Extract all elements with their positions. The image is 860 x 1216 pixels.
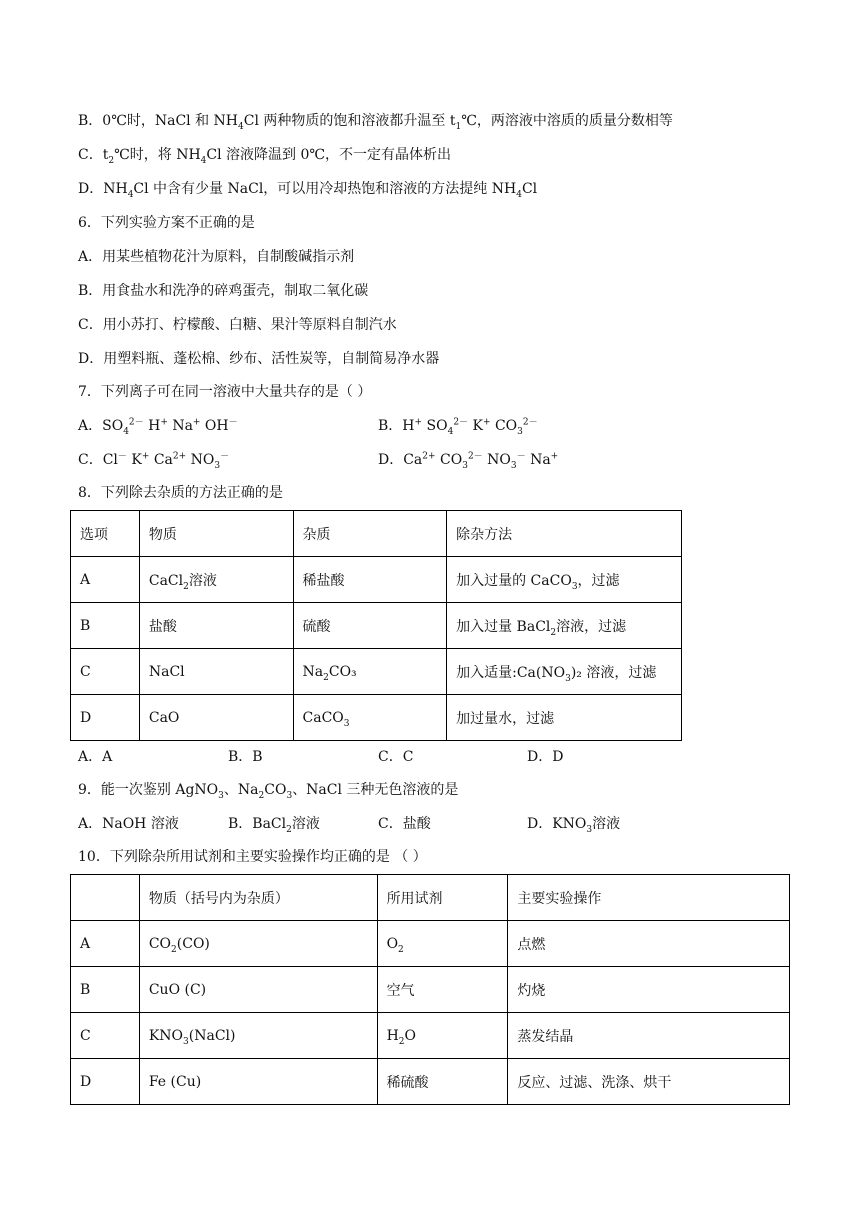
table-cell: 加过量水，过滤 (447, 695, 682, 741)
table-cell: D (71, 1059, 140, 1105)
q7-stem: 7．下列离子可在同一溶液中大量共存的是（ ） (78, 384, 372, 400)
table-header-row (71, 511, 682, 557)
table-row (71, 921, 790, 967)
table-cell: $H_2O$ (377, 1013, 508, 1059)
table-cell: CaCO$_3$ (293, 695, 447, 741)
q9-option-d: D．$KNO_3$溶液 (527, 816, 621, 835)
table-cell: A (71, 557, 140, 603)
table-row (71, 1059, 790, 1105)
table-cell: 反应、过滤、洗涤、烘干 (508, 1059, 790, 1105)
table-cell: B (71, 967, 140, 1013)
q8-answer-d: D．D (527, 749, 564, 765)
q5-option-c: C．$t_2℃$时，将 $NH_4Cl$ 溶液降温到 0℃，不一定有晶体析出 (78, 147, 452, 166)
q6-stem: 6．下列实验方案不正确的是 (78, 215, 255, 231)
table-row (71, 603, 682, 649)
header-cell (71, 875, 140, 921)
q6-option-a: A．用某些植物花汁为原料，自制酸碱指示剂 (78, 249, 355, 265)
table-cell: CaCl$_2$溶液 (139, 557, 293, 603)
table-cell: 蒸发结晶 (508, 1013, 790, 1059)
header-cell: 选项 (71, 511, 140, 557)
table-cell: 硫酸 (293, 603, 447, 649)
table-cell: NaCl (139, 649, 293, 695)
table-cell: $CO_2(CO)$ (139, 921, 377, 967)
table-cell: D (71, 695, 140, 741)
table-cell: CaO (139, 695, 293, 741)
table-cell: C (71, 649, 140, 695)
table-cell: $O_2$ (377, 921, 508, 967)
q5-option-b: B．0℃时，NaCl 和 $NH_4Cl$ 两种物质的饱和溶液都升温至 $t_1℃$，两溶液中溶质的质量分数相等 (78, 113, 673, 132)
table-cell: $Na_2CO_3$ (293, 649, 447, 695)
q9-option-b: B．BaCl$_2$溶液 (228, 816, 320, 835)
q9-option-c: C．盐酸 (378, 816, 431, 832)
table-cell: 稀盐酸 (293, 557, 447, 603)
q8-answer-a: A．A (78, 749, 113, 765)
table-cell: B (71, 603, 140, 649)
q6-option-b: B．用食盐水和洗净的碎鸡蛋壳，制取二氧化碳 (78, 283, 369, 299)
table-cell: 点燃 (508, 921, 790, 967)
q8-answer-c: C．C (378, 749, 414, 765)
header-cell: 物质（括号内为杂质） (139, 875, 377, 921)
table-row (71, 1013, 790, 1059)
table-header-row (71, 875, 790, 921)
q10-stem: 10．下列除杂所用试剂和主要实验操作均正确的是 （ ） (78, 849, 427, 865)
q7-option-c: C．Cl－ K+ $Ca^{2+}$ $NO_3^-$ (78, 451, 230, 471)
header-cell: 主要实验操作 (508, 875, 790, 921)
table-cell: $KNO_3(NaCl)$ (139, 1013, 377, 1059)
q7-option-a: A．$SO_4^{2-}$ H+ Na+ OH－ (78, 417, 238, 437)
table-cell: 盐酸 (139, 603, 293, 649)
q8-stem: 8．下列除去杂质的方法正确的是 (78, 485, 283, 501)
header-cell: 除杂方法 (447, 511, 682, 557)
q9-option-a: A．NaOH 溶液 (78, 816, 179, 832)
table-cell: A (71, 921, 140, 967)
q10-table (70, 874, 790, 1105)
q7-option-b: B．H+ $SO_4^{2-}$ K+ $CO_3^{2-}$ (378, 417, 538, 437)
table-row (71, 967, 790, 1013)
header-cell: 物质 (139, 511, 293, 557)
q6-option-c: C．用小苏打、柠檬酸、白糖、果汁等原料自制汽水 (78, 317, 397, 333)
table-cell: 稀硫酸 (377, 1059, 508, 1105)
table-cell: Fe (Cu) (139, 1059, 377, 1105)
table-cell: 加入过量 BaCl$_2$溶液，过滤 (447, 603, 682, 649)
q8-answer-b: B．B (228, 749, 263, 765)
table-cell: 加入适量$:Ca(NO_3)_2$ 溶液，过滤 (447, 649, 682, 695)
table-cell: 空气 (377, 967, 508, 1013)
q9-stem: 9．能一次鉴别 AgNO$_3$、$Na_2CO_3$、NaCl 三种无色溶液的是 (78, 782, 459, 801)
table-cell: 加入过量的 CaCO$_3$，过滤 (447, 557, 682, 603)
table-cell: C (71, 1013, 140, 1059)
table-cell: 灼烧 (508, 967, 790, 1013)
table-row (71, 695, 682, 741)
header-cell: 所用试剂 (377, 875, 508, 921)
q5-option-d: D．$NH_4Cl$ 中含有少量 NaCl，可以用冷却热饱和溶液的方法提纯 $NH_4Cl$ (78, 181, 538, 200)
table-cell: CuO (C) (139, 967, 377, 1013)
q6-option-d: D．用塑料瓶、蓬松棉、纱布、活性炭等，自制简易净水器 (78, 351, 440, 367)
q7-option-d: D．$Ca^{2+}$ $CO_3^{2-}$ $NO_3^-$ Na+ (378, 451, 559, 471)
header-cell: 杂质 (293, 511, 447, 557)
table-row (71, 649, 682, 695)
q8-table (70, 510, 682, 741)
table-row (71, 557, 682, 603)
